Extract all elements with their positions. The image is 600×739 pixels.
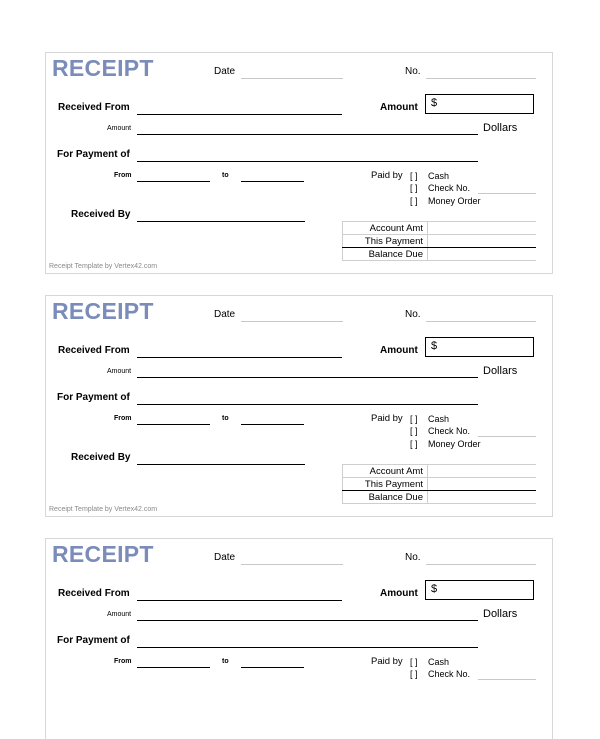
check-no-label: Check No. xyxy=(428,669,471,679)
receipt-title: RECEIPT xyxy=(52,55,154,81)
for-payment-field[interactable] xyxy=(137,161,478,162)
account-amt-label: Account Amt xyxy=(343,465,428,478)
date-field[interactable] xyxy=(241,564,343,565)
dollars-label: Dollars xyxy=(483,365,518,377)
received-from-field[interactable] xyxy=(137,600,342,601)
to-field[interactable] xyxy=(241,424,304,425)
cash-checkbox[interactable]: [ ] xyxy=(410,171,418,181)
to-field[interactable] xyxy=(241,667,304,668)
received-from-field[interactable] xyxy=(137,114,342,115)
receipt-number-field[interactable] xyxy=(426,564,536,565)
amount-words-field[interactable] xyxy=(137,377,478,378)
receipt-title: RECEIPT xyxy=(52,298,154,324)
for-payment-field[interactable] xyxy=(137,647,478,648)
received-by-field[interactable] xyxy=(137,464,305,465)
from-label: From xyxy=(114,172,132,179)
check-no-label: Check No. xyxy=(428,183,471,193)
no-label: No. xyxy=(405,309,421,320)
for-payment-field[interactable] xyxy=(137,404,478,405)
money-order-label: Money Order xyxy=(428,196,481,206)
amount-words-field[interactable] xyxy=(137,134,478,135)
totals-table xyxy=(342,464,536,504)
received-from-label: Received From xyxy=(58,588,130,599)
receipt-title: RECEIPT xyxy=(52,541,154,567)
from-field[interactable] xyxy=(137,181,210,182)
to-label: to xyxy=(222,415,229,422)
received-from-label: Received From xyxy=(58,102,130,113)
for-payment-label: For Payment of xyxy=(57,635,130,646)
no-label: No. xyxy=(405,552,421,563)
date-label: Date xyxy=(214,309,236,320)
check-checkbox[interactable]: [ ] xyxy=(410,426,418,436)
amount-words-label: Amount xyxy=(107,368,132,375)
balance-due-label: Balance Due xyxy=(343,491,428,504)
received-by-label: Received By xyxy=(71,209,131,220)
amount-field[interactable] xyxy=(425,580,534,600)
account-amt-field[interactable] xyxy=(428,465,537,478)
receipt-2 xyxy=(45,295,553,517)
amount-words-label: Amount xyxy=(107,125,132,132)
this-payment-label: This Payment xyxy=(343,478,428,491)
this-payment-field[interactable] xyxy=(428,235,537,248)
account-amt-field[interactable] xyxy=(428,222,537,235)
for-payment-label: For Payment of xyxy=(57,149,130,160)
received-from-label: Received From xyxy=(58,345,130,356)
from-field[interactable] xyxy=(137,667,210,668)
date-field[interactable] xyxy=(241,321,343,322)
receipt-3 xyxy=(45,538,553,739)
date-label: Date xyxy=(214,66,236,77)
to-label: to xyxy=(222,658,229,665)
balance-due-field[interactable] xyxy=(428,248,537,261)
account-amt-label: Account Amt xyxy=(343,222,428,235)
currency-symbol: $ xyxy=(431,340,438,352)
received-by-field[interactable] xyxy=(137,221,305,222)
footer-credit: Receipt Template by Vertex42.com xyxy=(49,263,158,270)
cash-checkbox[interactable]: [ ] xyxy=(410,657,418,667)
balance-due-label: Balance Due xyxy=(343,248,428,261)
amount-words-label: Amount xyxy=(107,611,132,618)
totals-table xyxy=(342,221,536,261)
amount-label: Amount xyxy=(380,345,418,356)
balance-due-field[interactable] xyxy=(428,491,537,504)
amount-label: Amount xyxy=(380,102,418,113)
cash-checkbox[interactable]: [ ] xyxy=(410,414,418,424)
from-label: From xyxy=(114,658,132,665)
cash-label: Cash xyxy=(428,414,450,424)
this-payment-field[interactable] xyxy=(428,478,537,491)
check-no-label: Check No. xyxy=(428,426,471,436)
receipt-number-field[interactable] xyxy=(426,78,536,79)
paid-by-label: Paid by xyxy=(371,170,403,181)
currency-symbol: $ xyxy=(431,97,438,109)
check-no-field[interactable] xyxy=(478,679,536,680)
received-by-label: Received By xyxy=(71,452,131,463)
cash-label: Cash xyxy=(428,171,450,181)
currency-symbol: $ xyxy=(431,583,438,595)
dollars-label: Dollars xyxy=(483,608,518,620)
money-order-label: Money Order xyxy=(428,439,481,449)
receipt-number-field[interactable] xyxy=(426,321,536,322)
amount-field[interactable] xyxy=(425,94,534,114)
amount-field[interactable] xyxy=(425,337,534,357)
dollars-label: Dollars xyxy=(483,122,518,134)
for-payment-label: For Payment of xyxy=(57,392,130,403)
from-field[interactable] xyxy=(137,424,210,425)
amount-label: Amount xyxy=(380,588,418,599)
date-field[interactable] xyxy=(241,78,343,79)
from-label: From xyxy=(114,415,132,422)
no-label: No. xyxy=(405,66,421,77)
check-checkbox[interactable]: [ ] xyxy=(410,183,418,193)
to-label: to xyxy=(222,172,229,179)
received-from-field[interactable] xyxy=(137,357,342,358)
to-field[interactable] xyxy=(241,181,304,182)
paid-by-label: Paid by xyxy=(371,413,403,424)
date-label: Date xyxy=(214,552,236,563)
cash-label: Cash xyxy=(428,657,450,667)
money-order-checkbox[interactable]: [ ] xyxy=(410,439,418,449)
money-order-checkbox[interactable]: [ ] xyxy=(410,196,418,206)
this-payment-label: This Payment xyxy=(343,235,428,248)
amount-words-field[interactable] xyxy=(137,620,478,621)
footer-credit: Receipt Template by Vertex42.com xyxy=(49,506,158,513)
paid-by-label: Paid by xyxy=(371,656,403,667)
check-no-field[interactable] xyxy=(478,436,536,437)
check-checkbox[interactable]: [ ] xyxy=(410,669,418,679)
receipt-1 xyxy=(45,52,553,274)
check-no-field[interactable] xyxy=(478,193,536,194)
